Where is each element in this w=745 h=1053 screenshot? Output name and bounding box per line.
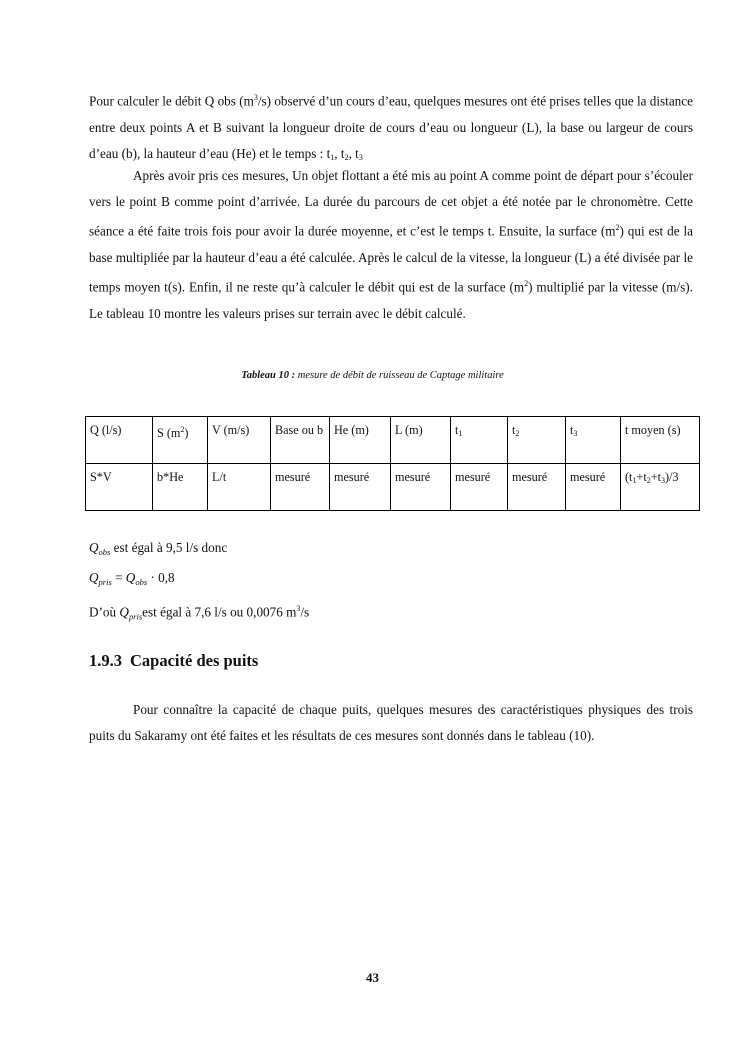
paragraph-well-capacity: Pour connaître la capacité de chaque puits, quelques mesures des caractéristiques physiques des trois puits du Sakaramy ont été faites et les résultats de ces mesures sont donnés dans le tableau (10). bbox=[89, 702, 693, 744]
section-number: 1.9.3 bbox=[89, 651, 122, 670]
measurement-table bbox=[85, 416, 700, 511]
p1-t3-sub: 3 bbox=[358, 152, 363, 162]
p2-text-c: ) multiplié par la vitesse (m/s). Le tableau 10 montre les valeurs prises sur terrain avec le débit calculé. bbox=[89, 279, 693, 321]
table-cell: L/t bbox=[208, 464, 271, 511]
header-cell: Q (l/s) bbox=[86, 417, 153, 464]
header-cell: V (m/s) bbox=[208, 417, 271, 464]
p2-text-b: ) qui est de la base multipliée par la hauteur d’eau a été calculée. Après le calcul de la vitesse, la longueur (L) a été divisée par le temps moyen t(s). Enfin, il ne reste qu’à calculer le débit qui est de la surface (m bbox=[89, 223, 693, 295]
p1-text-b: /s) observé d’un cours d’eau, quelques mesures ont été prises telles que la distance entre deux points A et B suivant la longueur droite de cours d’eau ou longueur (L), la base ou largeur de cours d’eau (b), la hauteur d’eau (He) et le temps : t bbox=[89, 93, 693, 161]
caption-label: Tableau 10 : bbox=[241, 370, 296, 381]
p2-sup1: 2 bbox=[615, 223, 620, 233]
header-cell: He (m) bbox=[330, 417, 391, 464]
table-cell: mesuré bbox=[451, 464, 508, 511]
p2-text-a: Après avoir pris ces mesures, Un objet flottant a été mis au point A comme point de départ pour s’écouler vers le point B comme point d’arrivée. La durée du parcours de cet objet a été notée par le chronomètre. Cette séance a été faite trois fois pour avoir la durée moyenne, et c’est le temps t. Ensuite, la surface (m bbox=[89, 168, 693, 239]
section-title: Capacité des puits bbox=[130, 651, 259, 670]
page-number: 43 bbox=[366, 970, 379, 985]
p1-sep1: , t bbox=[334, 145, 345, 161]
table-cell: mesuré bbox=[508, 464, 566, 511]
equation-qpris-result: D’où $Q_{pris}est$ égal à 7,6 l/s ou 0,0076 $m^3/s$ bbox=[89, 604, 310, 622]
table-cell: mesuré bbox=[330, 464, 391, 511]
equation-qobs: $Q_{obs}$ est égal à 9,5 l/s donc bbox=[89, 540, 228, 557]
table-cell: mesuré bbox=[391, 464, 451, 511]
paragraph-debit-method bbox=[89, 85, 693, 171]
header-cell: Base ou b bbox=[271, 417, 330, 464]
p1-t2-sub: 2 bbox=[344, 152, 349, 162]
section-heading bbox=[89, 651, 258, 671]
p2-sup2: 2 bbox=[524, 279, 529, 289]
header-cell: S $(m^2)$ bbox=[153, 417, 208, 464]
table-cell: mesuré bbox=[271, 464, 330, 511]
header-cell: t3 bbox=[566, 417, 621, 464]
p1-sup: 3 bbox=[253, 93, 258, 102]
table-header-row bbox=[86, 417, 700, 464]
equation-qpris-formula: $Q_{pris} = Q_{obs} \cdot 0,8$ bbox=[89, 570, 175, 587]
paragraph-measurement-procedure bbox=[89, 163, 693, 327]
table-caption bbox=[0, 370, 745, 381]
p1-t1-sub: 1 bbox=[330, 152, 335, 162]
p1-text-a: Pour calculer le débit Q obs (m bbox=[89, 93, 254, 109]
header-cell: L (m) bbox=[391, 417, 451, 464]
table-cell: S*V bbox=[86, 464, 153, 511]
table-cell: mesuré bbox=[566, 464, 621, 511]
header-cell: t moyen (s) bbox=[621, 417, 700, 464]
header-cell: t2 bbox=[508, 417, 566, 464]
table-cell: b*He bbox=[153, 464, 208, 511]
table-cell-formula: (t1+t2+t3)/3 bbox=[621, 464, 700, 511]
caption-text: mesure de débit de ruisseau de Captage militaire bbox=[295, 370, 504, 381]
table-row bbox=[86, 464, 700, 511]
p1-sep2: , t bbox=[348, 145, 359, 161]
header-cell: t1 bbox=[451, 417, 508, 464]
